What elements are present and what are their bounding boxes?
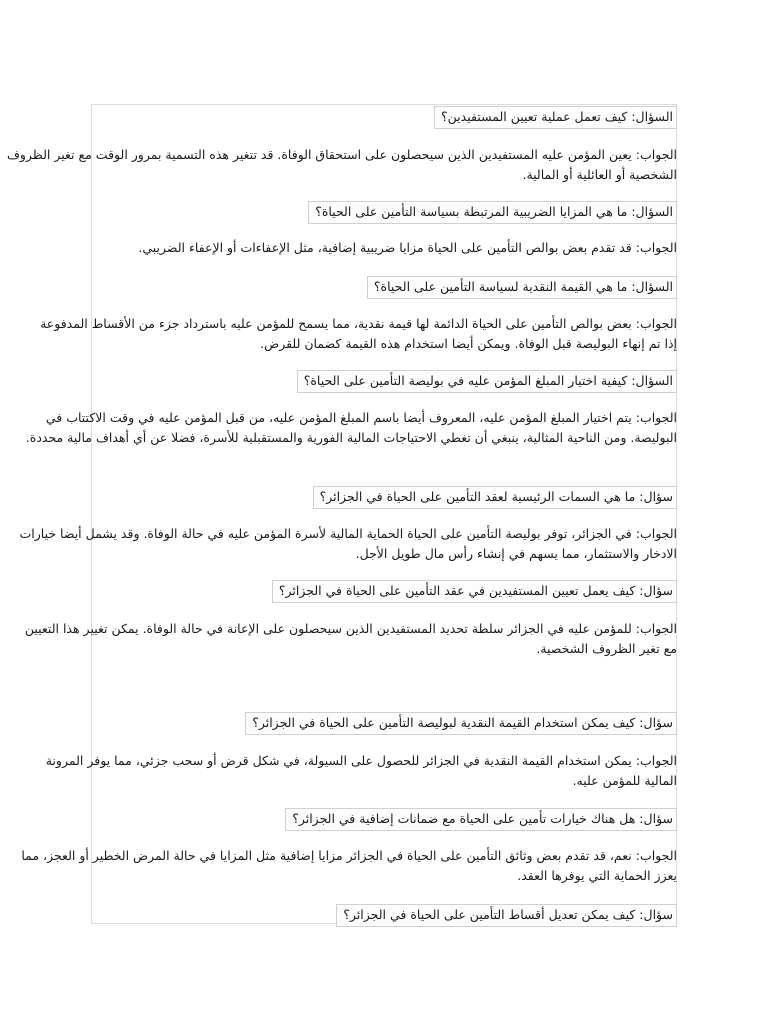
answer-5: الجواب: في الجزائر، توفر بوليصة التأمين على الحياة الحماية المالية لأسرة المؤمن عليه في حالة الوفاة. وقد يشمل أيضا خيارات الادخار والاستثمار، مما يسهم في إنشاء رأس مال طويل الأجل.	[19, 526, 677, 561]
answer-3: الجواب: بعض بوالص التأمين على الحياة الدائمة لها قيمة نقدية، مما يسمح للمؤمن عليه باسترداد جزء من الأقساط المدفوعة إذا تم إنهاء البوليصة قبل الوفاة. ويمكن أيضا استخدام هذه القيمة كضمان للقرض.	[40, 316, 677, 351]
qa-item-1	[91, 106, 677, 129]
answer-6: الجواب: للمؤمن عليه في الجزائر سلطة تحديد المستفيدين الذين سيحصلون على الإعانة في حالة الوفاة. يمكن تغيير هذا التعيين مع تغير الظروف الشخصية.	[24, 621, 677, 656]
question-8: سؤال: هل هناك خيارات تأمين على الحياة مع ضمانات إضافية في الجزائر؟	[285, 808, 677, 831]
qa-item-9	[91, 904, 677, 927]
qa-item-3	[91, 276, 677, 299]
qa-item-4	[91, 370, 677, 393]
question-6: سؤال: كيف يعمل تعيين المستفيدين في عقد التأمين على الحياة في الجزائر؟	[272, 580, 677, 603]
qa-item-2	[91, 201, 677, 224]
answer-8: الجواب: نعم، قد تقدم بعض وثائق التأمين على الحياة في الجزائر مزايا إضافية مثل المزايا في حالة المرض الخطير أو العجز، مما يعزز الحماية التي يوفرها العقد.	[21, 848, 677, 883]
answer-7: الجواب: يمكن استخدام القيمة النقدية في الجزائر للحصول على السيولة، في شكل قرض أو سحب جزئي، مما يوفر المرونة المالية للمؤمن عليه.	[45, 753, 677, 788]
question-9: سؤال: كيف يمكن تعديل أقساط التأمين على الحياة في الجزائر؟	[336, 904, 677, 927]
qa-item-8	[91, 808, 677, 831]
question-3: السؤال: ما هي القيمة النقدية لسياسة التأمين على الحياة؟	[367, 276, 677, 299]
qa-item-7	[91, 712, 677, 735]
question-1: السؤال: كيف تعمل عملية تعيين المستفيدين؟	[434, 106, 677, 129]
question-2: السؤال: ما هي المزايا الضريبية المرتبطة بسياسة التأمين على الحياة؟	[308, 201, 677, 224]
qa-item-5	[91, 486, 677, 509]
question-7: سؤال: كيف يمكن استخدام القيمة النقدية لبوليصة التأمين على الحياة في الجزائر؟	[245, 712, 677, 735]
answer-1: الجواب: يعين المؤمن عليه المستفيدين الذين سيحصلون على استحقاق الوفاة. قد تتغير هذه التسمية بمرور الوقت مع تغير الظروف الشخصية أو العائلية أو المالية.	[6, 147, 677, 182]
answer-2: الجواب: قد تقدم بعض بوالص التأمين على الحياة مزايا ضريبية إضافية، مثل الإعفاءات أو الإعفاء الضريبي.	[138, 240, 677, 255]
qa-item-6	[91, 580, 677, 603]
answer-4: الجواب: يتم اختيار المبلغ المؤمن عليه، المعروف أيضا باسم المبلغ المؤمن عليه، من قبل المؤمن عليه في وقت الاكتتاب في البوليصة. ومن الناحية المثالية، ينبغي أن تغطي الاحتياجات المالية الفورية والمستقبلية للأسرة، فضلا عن أي أهداف مالية محددة.	[25, 410, 677, 445]
question-4: السؤال: كيفية اختيار المبلغ المؤمن عليه في بوليصة التأمين على الحياة؟	[297, 370, 677, 393]
question-5: سؤال: ما هي السمات الرئيسية لعقد التأمين على الحياة في الجزائر؟	[313, 486, 677, 509]
page-frame	[91, 104, 677, 924]
